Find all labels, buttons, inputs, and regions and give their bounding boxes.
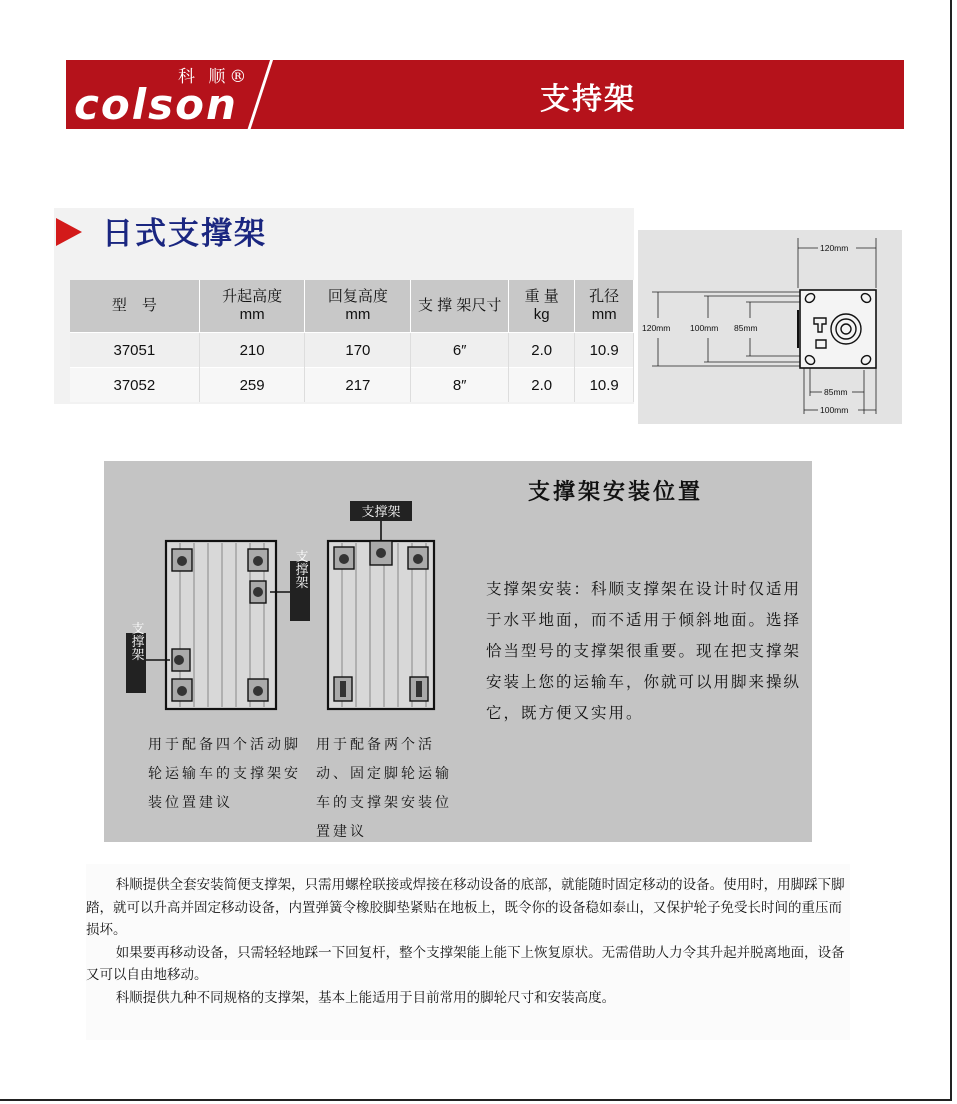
dim-label-left-middle: 100mm bbox=[690, 323, 719, 333]
brand-chinese-name: 科 顺® bbox=[178, 67, 251, 87]
dim-label-bottom-inner: 85mm bbox=[824, 387, 848, 397]
table-row bbox=[70, 368, 634, 403]
cell-model: 37052 bbox=[70, 368, 199, 403]
dimension-drawing bbox=[638, 230, 902, 424]
header-text-hole-diameter: 孔径 mm bbox=[589, 288, 620, 323]
dim-label-left-inner: 85mm bbox=[734, 323, 758, 333]
cell-hole-diameter: 10.9 bbox=[575, 368, 634, 403]
dim-label-bottom-outer: 100mm bbox=[820, 405, 849, 415]
table-header-row bbox=[70, 280, 634, 333]
install-title: 支撑架安装位置 bbox=[528, 479, 704, 505]
bracket-label-top: 支撑架 bbox=[361, 505, 401, 520]
dim-label-left-outer: 120mm bbox=[642, 323, 671, 333]
description-paragraph: 科顺提供九种不同规格的支撑架，基本上能适用于目前常用的脚轮尺寸和安装高度。 bbox=[115, 989, 616, 1005]
cell-weight: 2.0 bbox=[509, 368, 575, 403]
page-border-right bbox=[950, 0, 952, 1100]
header-text-weight: 重 量 kg bbox=[524, 288, 559, 323]
page-title: 支持架 bbox=[540, 82, 636, 117]
column-header-size: 支 撑 架尺寸 bbox=[411, 280, 509, 333]
cell-return-height: 170 bbox=[305, 333, 411, 368]
header-text-lift-height: 升起高度 mm bbox=[222, 288, 283, 323]
two-swivel-two-rigid-cart-diagram bbox=[328, 501, 434, 709]
table-row bbox=[70, 333, 634, 368]
cell-size: 6″ bbox=[411, 333, 509, 368]
cell-return-height: 217 bbox=[305, 368, 411, 403]
column-header-hole-diameter bbox=[575, 280, 634, 333]
description-paragraph: 如果要再移动设备，只需轻轻地踩一下回复杆，整个支撑架能上能下上恢复原状。无需借助人力令其升起并脱离地面，设备又可以自由地移动。 bbox=[86, 944, 845, 982]
cell-hole-diameter: 10.9 bbox=[575, 333, 634, 368]
section-title: 日式支撑架 bbox=[102, 216, 267, 252]
column-header-return-height bbox=[305, 280, 411, 333]
cell-size: 8″ bbox=[411, 368, 509, 403]
section-arrow-icon bbox=[56, 218, 82, 246]
install-description: 支撑架安装：科顺支撑架在设计时仅适用于水平地面，而不适用于倾斜地面。选择恰当型号的支撑架很重要。现在把支撑架安装上您的运输车，你就可以用脚来操纵它，既方便又实用。 bbox=[486, 580, 802, 722]
cell-lift-height: 259 bbox=[199, 368, 305, 403]
header-text-return-height: 回复高度 mm bbox=[327, 288, 388, 323]
column-header-lift-height bbox=[199, 280, 305, 333]
cell-weight: 2.0 bbox=[509, 333, 575, 368]
four-swivel-cart-diagram bbox=[126, 541, 310, 709]
product-description bbox=[86, 874, 846, 1009]
bracket-label-right: 支撑架 bbox=[292, 549, 308, 589]
caption-four-swivel: 用于配备四个活动脚轮运输车的支撑架安装位置建议 bbox=[148, 737, 301, 811]
bracket-label-left: 支撑架 bbox=[128, 621, 144, 661]
dim-label-top: 120mm bbox=[820, 243, 849, 253]
column-header-model: 型 号 bbox=[70, 280, 199, 333]
brand-logo-text: colson bbox=[74, 80, 238, 129]
cell-model: 37051 bbox=[70, 333, 199, 368]
description-paragraph: 科顺提供全套安装简便支撑架，只需用螺栓联接或焊接在移动设备的底部，就能随时固定移动的设备。使用时，用脚踩下脚踏，就可以升高并固定移动设备，内置弹簧令橡胶脚垫紧贴在地板上，既令你的设备稳如泰山，又保护轮子免受长时间的重压而损坏。 bbox=[86, 877, 845, 937]
caption-two-swivel: 用于配备两个活动、固定脚轮运输车的支撑架安装位置建议 bbox=[316, 737, 452, 840]
spec-table bbox=[70, 280, 634, 402]
mounting-plate-diagram bbox=[638, 230, 902, 424]
column-header-weight bbox=[509, 280, 575, 333]
cell-lift-height: 210 bbox=[199, 333, 305, 368]
page-border-bottom bbox=[0, 1099, 952, 1101]
